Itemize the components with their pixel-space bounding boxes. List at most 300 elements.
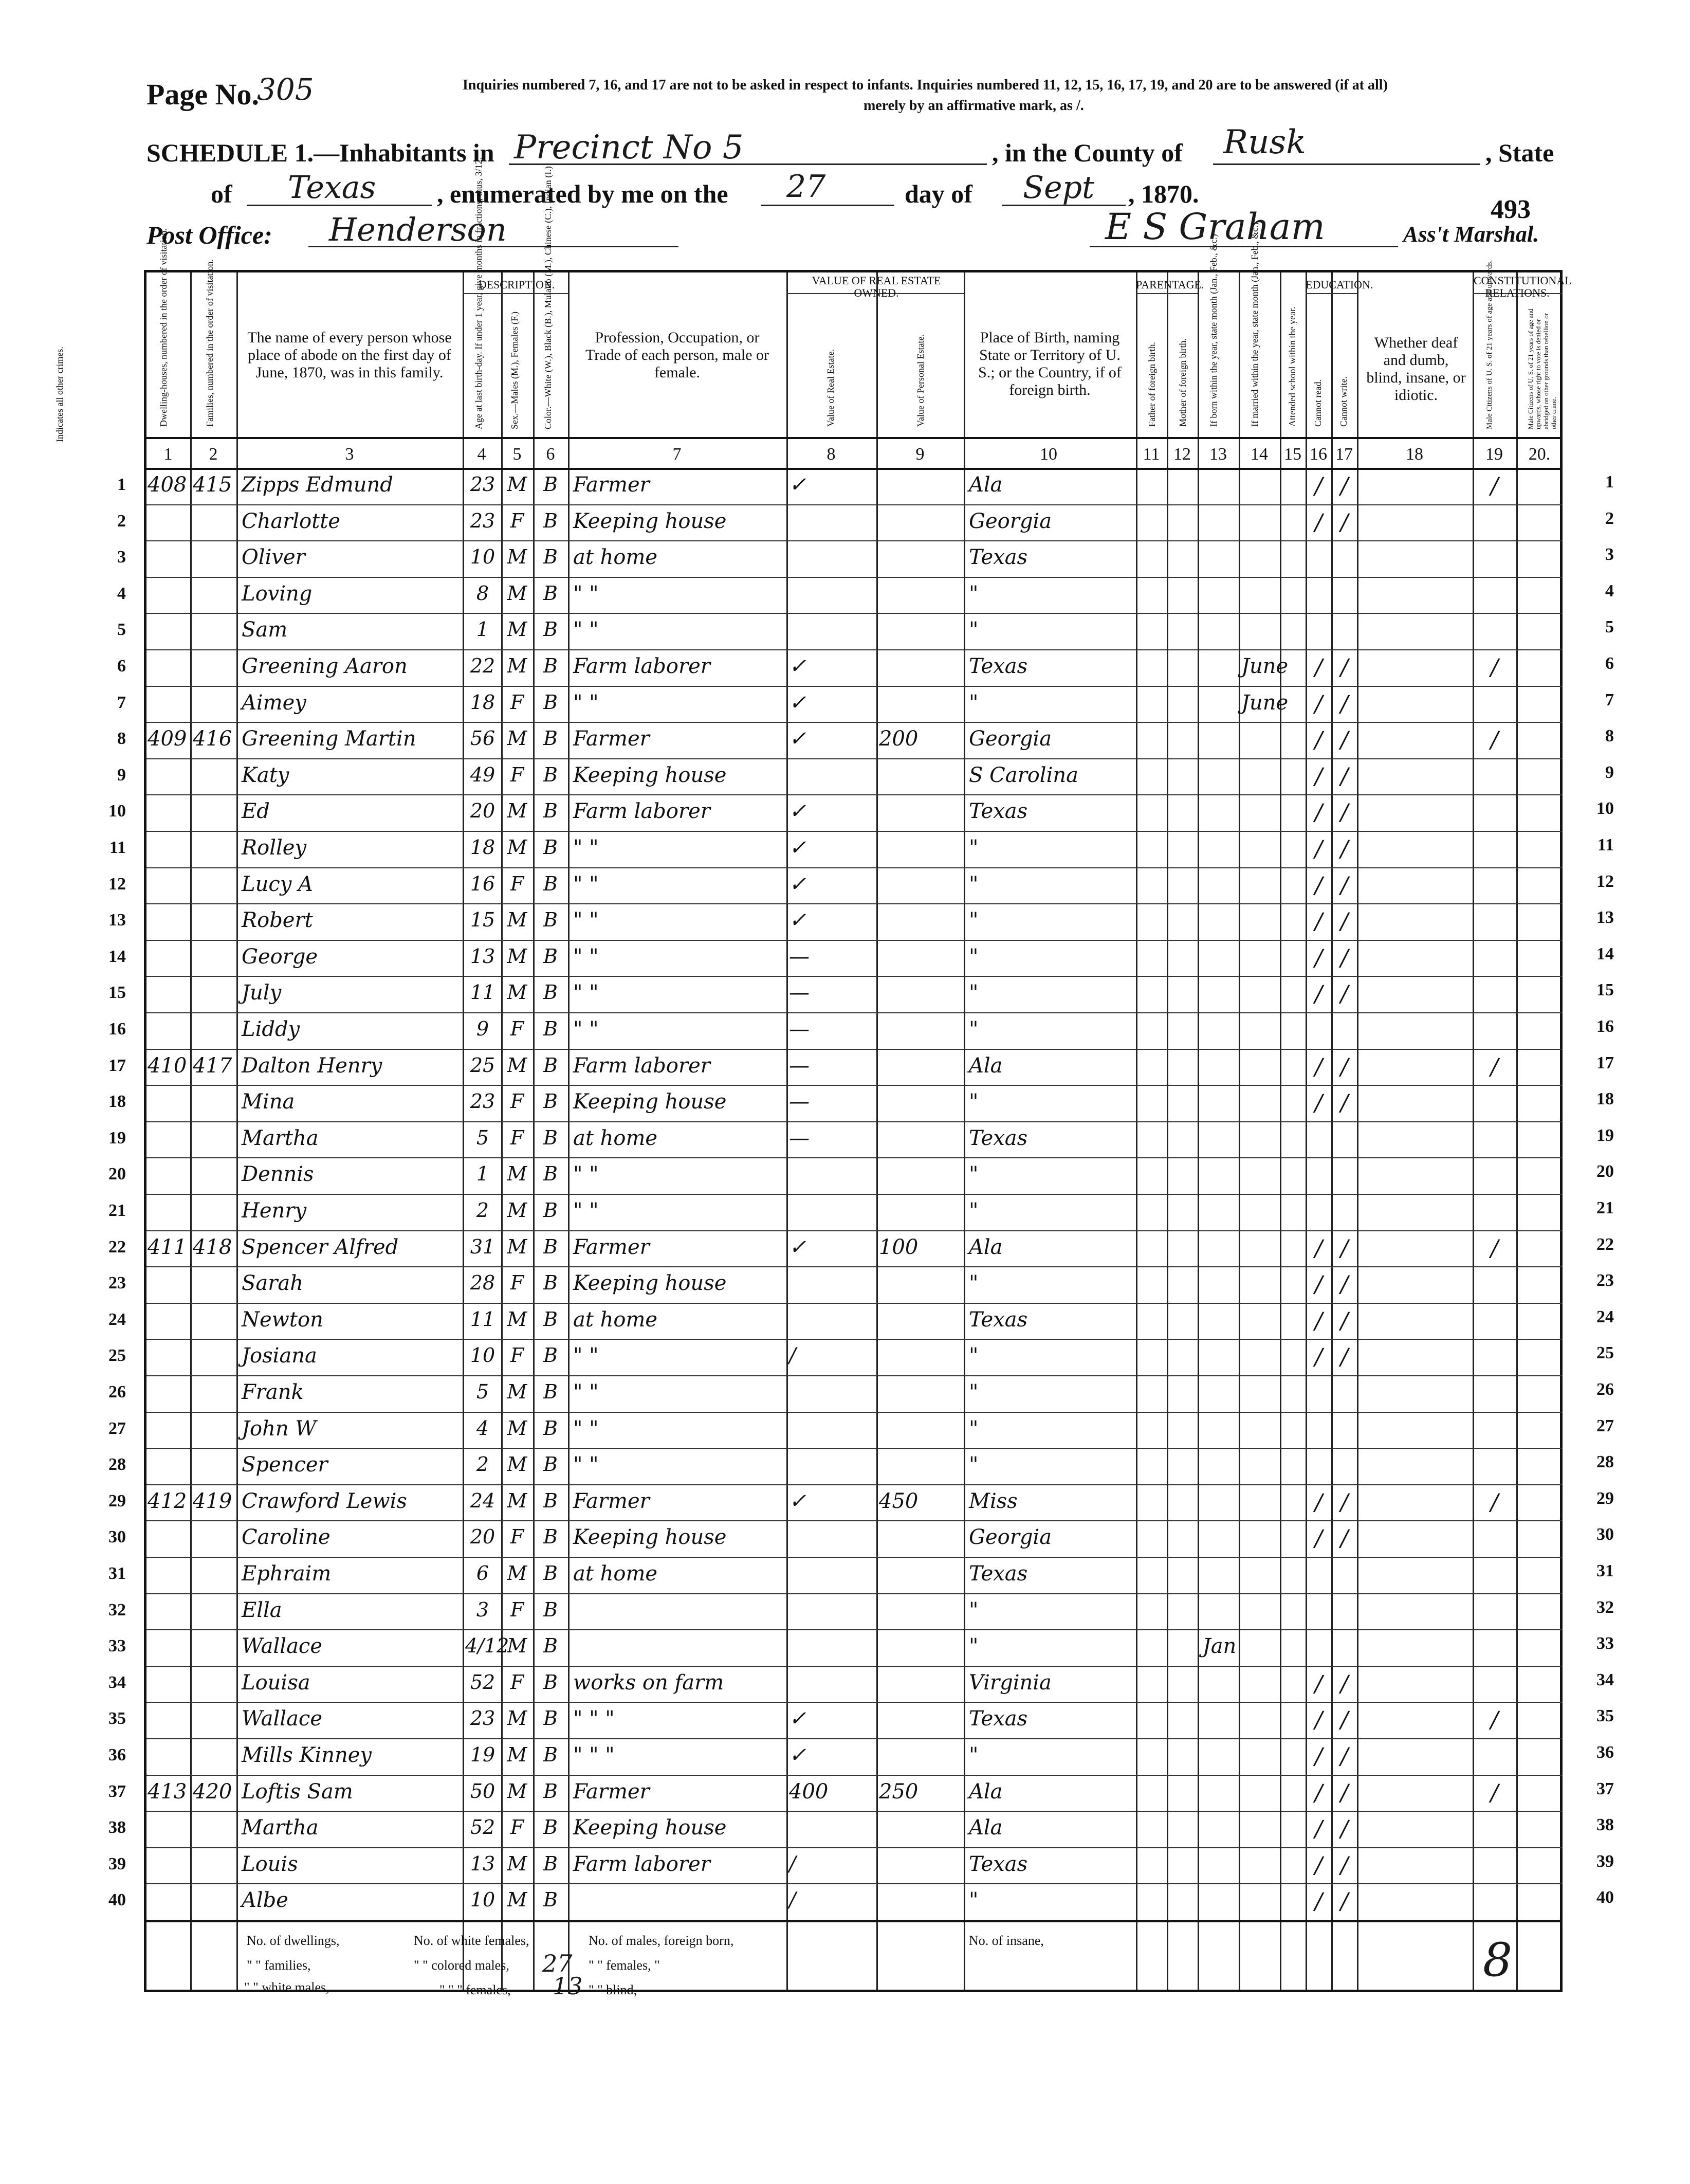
row-number-right: 29 [1596, 1488, 1614, 1508]
col5-header: Sex.—Males (M.), Females (F.) [509, 311, 520, 429]
cell-sex: F [510, 1017, 524, 1040]
cell-c19: / [1491, 727, 1498, 754]
row-number-left: 27 [108, 1418, 126, 1438]
col4-header: Age at last birth-day. If under 1 year, give months in fractions, thus, 3/12. [473, 157, 484, 429]
cell-color: B [543, 908, 558, 932]
cell-color: B [543, 799, 558, 823]
cell-occ: Keeping house [573, 1271, 727, 1296]
cell-sex: M [507, 1634, 527, 1658]
cell-c16: / [1315, 1670, 1322, 1697]
day-of-label: day of [905, 179, 972, 208]
cell-sex: M [507, 1779, 527, 1803]
cell-age: 3 [476, 1598, 489, 1621]
cell-birth: " [969, 1090, 979, 1114]
col2-header: Families, numbered in the order of visitation. [205, 259, 215, 427]
cell-age: 23 [470, 1090, 495, 1113]
cell-dw: 410 [148, 1053, 187, 1078]
cell-name: Frank [242, 1380, 304, 1404]
row-number-right: 37 [1596, 1779, 1614, 1798]
cell-birth: Virginia [969, 1670, 1052, 1695]
cell-name: Katy [242, 763, 289, 787]
cell-occ: " " [573, 1017, 599, 1041]
cell-occ: " " [573, 690, 599, 715]
cell-sex: F [510, 1090, 524, 1113]
cell-birth: " [969, 1416, 979, 1441]
cell-c16: / [1315, 981, 1322, 1008]
cell-color: B [543, 1307, 558, 1331]
row-number-left: 23 [108, 1273, 126, 1293]
column-number: 1 [163, 445, 173, 464]
cell-c17: / [1340, 1743, 1348, 1770]
cell-occ: Keeping house [573, 1816, 727, 1840]
cell-color: B [543, 1852, 558, 1875]
cell-c17: / [1340, 1489, 1348, 1516]
column-number: 4 [477, 445, 486, 464]
cell-occ: Farmer [573, 473, 650, 497]
cell-name: Ed [242, 799, 270, 824]
cell-c17: / [1340, 1707, 1348, 1734]
cell-name: Charlotte [242, 509, 341, 533]
cell-re: — [789, 1126, 810, 1150]
cell-m13: Jan [1202, 1634, 1237, 1659]
cell-name: Sarah [242, 1271, 303, 1296]
row-number-left: 15 [108, 983, 126, 1003]
footer-blind: " " blind, [589, 1982, 637, 1997]
cell-age: 50 [470, 1779, 495, 1803]
cell-name: Wallace [242, 1707, 322, 1731]
cell-re: / [789, 1888, 796, 1913]
cell-birth: " [969, 836, 979, 860]
cell-re: ✓ [789, 1743, 806, 1767]
cell-name: Mills Kinney [242, 1743, 372, 1767]
cell-color: B [543, 1562, 558, 1585]
cell-sex: M [507, 1888, 527, 1912]
row-number-right: 18 [1596, 1089, 1614, 1109]
cell-name: Lucy A [242, 872, 313, 896]
cell-c16: / [1315, 763, 1322, 790]
row-number-left: 28 [108, 1455, 126, 1475]
cell-sex: M [507, 1453, 527, 1476]
column-number: 8 [826, 445, 836, 464]
cell-age: 19 [470, 1743, 495, 1766]
row-number-right: 28 [1596, 1452, 1614, 1472]
group-constitutional: CONSTITUTIONAL RELATIONS. [1474, 274, 1572, 299]
cell-age: 2 [476, 1199, 489, 1222]
cell-fam: 416 [193, 727, 232, 751]
cell-c17: / [1340, 1888, 1348, 1915]
cell-c17: / [1340, 1090, 1348, 1117]
cell-c17: / [1340, 981, 1348, 1008]
cell-occ: " " [573, 872, 599, 896]
cell-name: Spencer Alfred [242, 1235, 399, 1259]
cell-c16: / [1315, 1888, 1322, 1915]
cell-color: B [543, 690, 558, 714]
cell-sex: M [507, 1307, 527, 1331]
cell-c19: / [1491, 1489, 1498, 1516]
row-number-right: 26 [1596, 1380, 1614, 1399]
cell-name: Caroline [242, 1525, 330, 1550]
row-number-left: 3 [117, 548, 126, 567]
col12-header: Mother of foreign birth. [1178, 338, 1188, 427]
cell-name: John W [242, 1416, 317, 1441]
row-number-left: 10 [108, 802, 126, 821]
row-number-right: 6 [1605, 654, 1614, 673]
cell-color: B [543, 581, 558, 605]
cell-birth: " [969, 1162, 979, 1187]
col6-header: Color.—White (W.), Black (B.), Mulatto (M.), Chinese (C.), Indian (I.) [543, 166, 553, 429]
cell-name: Newton [242, 1307, 323, 1332]
cell-c17: / [1340, 1235, 1348, 1262]
cell-fam: 420 [193, 1779, 232, 1804]
cell-c19: / [1491, 1707, 1498, 1734]
cell-c17: / [1340, 1053, 1348, 1080]
county-label: , in the County of [992, 138, 1183, 167]
cell-age: 9 [476, 1017, 489, 1040]
cell-occ: " " [573, 1380, 599, 1404]
cell-c19: / [1491, 1053, 1498, 1080]
row-number-left: 20 [108, 1164, 126, 1184]
cell-sex: F [510, 1670, 524, 1694]
cell-occ: " " [573, 1453, 599, 1477]
cell-color: B [543, 872, 558, 895]
cell-name: Dennis [242, 1162, 314, 1187]
cell-dw: 413 [148, 1779, 187, 1804]
cell-birth: " [969, 1271, 979, 1296]
cell-name: July [242, 981, 282, 1005]
cell-re: — [789, 1017, 810, 1041]
cell-occ: " " [573, 1416, 599, 1441]
cell-color: B [543, 1199, 558, 1222]
column-number: 6 [546, 445, 555, 464]
cell-c16: / [1315, 1307, 1322, 1334]
cell-birth: " [969, 872, 979, 896]
cell-birth: Miss [969, 1489, 1018, 1513]
cell-fam: 415 [193, 473, 232, 497]
row-number-left: 36 [108, 1745, 126, 1764]
cell-age: 52 [470, 1670, 495, 1694]
cell-sex: F [510, 1344, 524, 1367]
cell-birth: " [969, 1598, 979, 1622]
row-number-right: 13 [1596, 908, 1614, 927]
cell-age: 1 [476, 618, 489, 641]
cell-sex: M [507, 1852, 527, 1875]
cell-birth: Georgia [969, 509, 1052, 533]
cell-age: 13 [470, 944, 495, 968]
cell-occ: Farm laborer [573, 799, 710, 824]
cell-sex: M [507, 1053, 527, 1077]
cell-c17: / [1340, 872, 1348, 899]
cell-birth: " [969, 908, 979, 933]
cell-name: Albe [242, 1888, 288, 1913]
cell-pe: 250 [879, 1779, 919, 1804]
cell-re: / [789, 1852, 796, 1876]
column-number: 18 [1406, 445, 1423, 464]
cell-c17: / [1340, 654, 1348, 681]
cell-occ: Farmer [573, 727, 650, 751]
cell-sex: M [507, 944, 527, 968]
row-number-left: 5 [117, 620, 126, 640]
row-number-left: 14 [108, 947, 126, 966]
cell-occ: " " [573, 581, 599, 606]
cell-c17: / [1340, 1271, 1348, 1298]
cell-age: 56 [470, 727, 495, 750]
row-number-left: 17 [108, 1055, 126, 1075]
cell-occ: at home [573, 1562, 658, 1586]
cell-color: B [543, 1598, 558, 1621]
cell-birth: " [969, 1743, 979, 1767]
cell-name: Spencer [242, 1453, 328, 1477]
cell-birth: Ala [969, 1235, 1003, 1259]
precinct-value: Precinct No 5 [514, 129, 744, 167]
cell-color: B [543, 473, 558, 496]
marshal-signature: E S Graham [1105, 206, 1325, 248]
cell-age: 2 [476, 1453, 489, 1476]
cell-age: 23 [470, 1707, 495, 1730]
cell-sex: F [510, 509, 524, 532]
column-number: 19 [1485, 445, 1503, 464]
row-number-right: 33 [1596, 1634, 1614, 1653]
cell-color: B [543, 1707, 558, 1730]
cell-color: B [543, 1344, 558, 1367]
cell-name: Greening Aaron [242, 654, 408, 678]
cell-age: 6 [476, 1562, 489, 1585]
cell-age: 5 [476, 1380, 489, 1403]
cell-sex: M [507, 473, 527, 496]
row-number-left: 35 [108, 1709, 126, 1728]
cell-re: — [789, 1053, 810, 1078]
cell-pe: 450 [879, 1489, 919, 1513]
col11-header: Father of foreign birth. [1147, 342, 1157, 427]
cell-color: B [543, 1416, 558, 1440]
cell-occ: Keeping house [573, 509, 727, 533]
cell-occ: at home [573, 545, 658, 570]
row-number-left: 7 [117, 693, 126, 712]
cell-pe: 100 [879, 1235, 919, 1259]
column-number: 7 [672, 445, 682, 464]
cell-age: 23 [470, 473, 495, 496]
cell-occ: " " [573, 981, 599, 1005]
cell-c16: / [1315, 1344, 1322, 1371]
cell-c16: / [1315, 908, 1322, 935]
cell-birth: " [969, 1888, 979, 1913]
cell-sex: M [507, 799, 527, 823]
footer-insane: No. of insane, [969, 1933, 1044, 1948]
column-number: 12 [1173, 445, 1191, 464]
row-number-right: 8 [1605, 726, 1614, 746]
cell-birth: " [969, 690, 979, 715]
cell-age: 10 [470, 1344, 495, 1367]
cell-name: Ephraim [242, 1562, 332, 1586]
cell-color: B [543, 1888, 558, 1912]
page-number: 305 [257, 72, 314, 107]
cell-birth: " [969, 1634, 979, 1659]
row-number-right: 34 [1596, 1670, 1614, 1689]
cell-c16: / [1315, 1090, 1322, 1117]
row-number-right: 5 [1605, 617, 1614, 637]
cell-birth: Texas [969, 1707, 1028, 1731]
cell-age: 10 [470, 545, 495, 569]
cell-occ: " " " [573, 1743, 615, 1767]
row-number-right: 15 [1596, 980, 1614, 1000]
cell-sex: M [507, 1380, 527, 1403]
row-number-right: 10 [1596, 799, 1614, 818]
cell-birth: " [969, 1199, 979, 1223]
column-number: 11 [1143, 445, 1160, 464]
state-value: Texas [288, 170, 376, 206]
enumerated-label: , enumerated by me on the [437, 179, 728, 208]
col3-header: The name of every person whose place of abode on the first day of June, 1870, was in this family. [247, 329, 452, 381]
row-number-right: 9 [1605, 762, 1614, 782]
cell-birth: Ala [969, 1816, 1003, 1840]
cell-sex: M [507, 1743, 527, 1766]
cell-color: B [543, 836, 558, 859]
cell-birth: " [969, 618, 979, 642]
cell-name: Louisa [242, 1670, 310, 1695]
cell-birth: Ala [969, 1779, 1003, 1804]
cell-birth: Texas [969, 654, 1028, 678]
row-number-left: 16 [108, 1020, 126, 1039]
cell-sex: M [507, 1416, 527, 1440]
day-value: 27 [786, 169, 826, 205]
cell-dw: 411 [148, 1235, 187, 1259]
cell-birth: Georgia [969, 1525, 1052, 1550]
row-number-right: 19 [1596, 1125, 1614, 1145]
cell-c16: / [1315, 1271, 1322, 1298]
cell-name: Martha [242, 1126, 319, 1150]
cell-m14: June [1241, 654, 1289, 678]
column-number: 10 [1040, 445, 1057, 464]
cell-c16: / [1315, 1743, 1322, 1770]
cell-color: B [543, 1779, 558, 1803]
cell-birth: " [969, 1017, 979, 1041]
cell-re: / [789, 1344, 796, 1368]
cell-c16: / [1315, 944, 1322, 971]
cell-birth: S Carolina [969, 763, 1078, 787]
cell-age: 20 [470, 1525, 495, 1549]
row-number-right: 36 [1596, 1743, 1614, 1762]
cell-birth: Texas [969, 799, 1028, 824]
col1-header: Dwelling-houses, numbered in the order of visitation. [158, 228, 169, 427]
cell-name: Rolley [242, 836, 307, 860]
footer-foreign-males: No. of males, foreign born, [589, 1933, 734, 1948]
cell-color: B [543, 1525, 558, 1549]
cell-name: Zipps Edmund [242, 473, 393, 497]
row-number-right: 27 [1596, 1416, 1614, 1435]
cell-occ: at home [573, 1307, 658, 1332]
cell-c17: / [1340, 727, 1348, 754]
row-number-right: 16 [1596, 1017, 1614, 1036]
cell-occ: " " [573, 1344, 599, 1368]
cell-birth: Georgia [969, 727, 1052, 751]
cell-age: 4 [476, 1416, 489, 1440]
cell-name: Sam [242, 618, 288, 642]
column-number: 9 [915, 445, 925, 464]
cell-c17: / [1340, 509, 1348, 536]
cell-c19: / [1491, 654, 1498, 681]
cell-fam: 417 [193, 1053, 232, 1078]
instructions-line1: Inquiries numbered 7, 16, and 17 are not to be asked in respect to infants. Inquiries numbered 11, 12, 15, 16, 17, 19, and 20 are to be answered (if at all) [463, 77, 1388, 93]
cell-re: ✓ [789, 727, 806, 751]
cell-c17: / [1340, 1525, 1348, 1552]
cell-name: Aimey [242, 690, 306, 715]
cell-age: 20 [470, 799, 495, 823]
cell-re: ✓ [789, 836, 806, 860]
group-value: VALUE OF REAL ESTATE OWNED. [812, 274, 941, 299]
cell-sex: M [507, 1707, 527, 1730]
cell-sex: M [507, 1235, 527, 1258]
footer-dwellings: No. of dwellings, [247, 1933, 340, 1948]
cell-c19: / [1491, 473, 1498, 499]
cell-age: 11 [470, 981, 495, 1004]
row-number-right: 21 [1596, 1198, 1614, 1217]
cell-color: B [543, 1162, 558, 1186]
cell-re: ✓ [789, 690, 806, 715]
footer-colored-males: " " colored males, [414, 1958, 509, 1973]
cell-age: 4/12 [465, 1634, 509, 1658]
cell-age: 31 [470, 1235, 495, 1258]
cell-color: B [543, 1380, 558, 1403]
row-number-left: 2 [117, 511, 126, 531]
cell-age: 22 [470, 654, 495, 677]
cell-re: — [789, 1090, 810, 1114]
cell-age: 8 [476, 581, 489, 605]
cell-birth: Ala [969, 1053, 1003, 1078]
col15-header: Attended school within the year. [1287, 306, 1297, 427]
row-number-left: 4 [117, 584, 126, 603]
cell-birth: Texas [969, 1562, 1028, 1586]
cell-birth: " [969, 581, 979, 606]
row-number-left: 32 [108, 1600, 126, 1619]
cell-name: Louis [242, 1852, 298, 1876]
row-number-right: 38 [1596, 1815, 1614, 1835]
cell-birth: " [969, 981, 979, 1005]
row-number-left: 29 [108, 1491, 126, 1510]
cell-re: ✓ [789, 799, 806, 824]
cell-c16: / [1315, 654, 1322, 681]
row-number-left: 37 [108, 1781, 126, 1801]
cell-c16: / [1315, 836, 1322, 862]
cell-sex: F [510, 1126, 524, 1149]
row-number-left: 24 [108, 1309, 126, 1329]
cell-c16: / [1315, 1053, 1322, 1080]
row-number-left: 12 [108, 874, 126, 894]
cell-birth: Texas [969, 1852, 1028, 1876]
cell-color: B [543, 1670, 558, 1694]
row-number-right: 31 [1596, 1561, 1614, 1580]
row-number-right: 35 [1596, 1706, 1614, 1726]
cell-c17: / [1340, 763, 1348, 790]
group-education: EDUCATION. [1306, 278, 1373, 291]
cell-name: Loving [242, 581, 313, 606]
post-office-label: Post Office: [146, 221, 272, 249]
row-number-right: 40 [1596, 1888, 1614, 1907]
cell-c16: / [1315, 872, 1322, 899]
row-number-left: 1 [117, 475, 126, 494]
cell-occ: " " [573, 1162, 599, 1187]
cell-c16: / [1315, 727, 1322, 754]
column-number: 16 [1310, 445, 1327, 464]
row-number-right: 30 [1596, 1525, 1614, 1544]
cell-birth: " [969, 944, 979, 969]
row-number-left: 6 [117, 657, 126, 676]
column-number: 13 [1209, 445, 1227, 464]
cell-c16: / [1315, 1489, 1322, 1516]
cell-name: Dalton Henry [242, 1053, 382, 1078]
row-number-left: 40 [108, 1890, 126, 1910]
cell-age: 52 [470, 1816, 495, 1839]
cell-occ: " " [573, 836, 599, 860]
cell-color: B [543, 1126, 558, 1149]
